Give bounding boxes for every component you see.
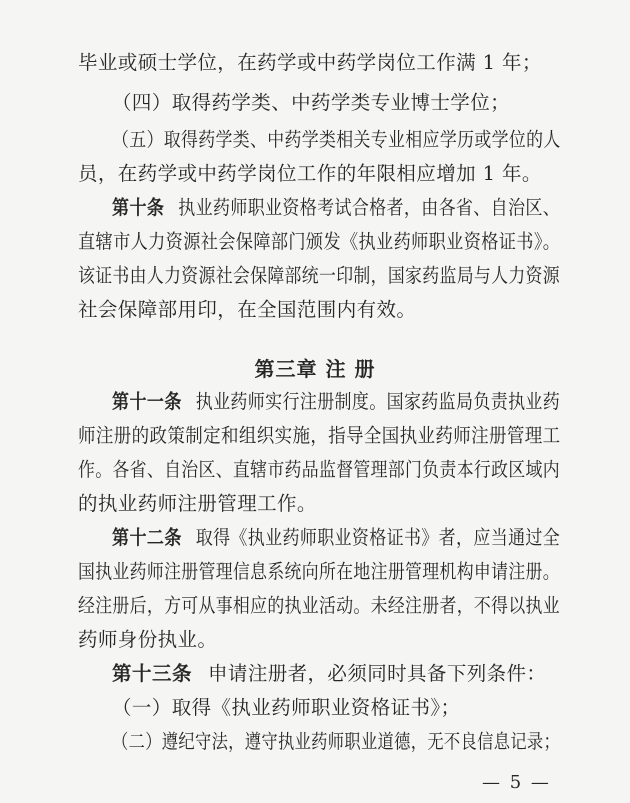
article-text: 申请注册者，必须同时具备下列条件： [208, 662, 547, 685]
text-line: 药师身份执业。 [78, 628, 218, 651]
article-11 [112, 390, 560, 414]
article-10 [112, 196, 560, 220]
article-text: 取得《执业药师职业资格证书》者，应当通过全 [195, 526, 561, 549]
chapter-heading: 第三章 注 册 [254, 357, 376, 381]
article-heading: 第十一条 [112, 390, 182, 413]
text-line: 社会保障部用印，在全国范围内有效。 [78, 298, 417, 321]
text-line: 员，在药学或中药学岗位工作的年限相应增加 1 年。 [78, 162, 542, 185]
article-text: 执业药师职业资格考试合格者，由各省、自治区、 [178, 196, 561, 219]
text-line: （四）取得药学类、中药学类专业博士学位； [112, 91, 511, 114]
text-line: 国执业药师注册管理信息系统向所在地注册管理机构申请注册。 [78, 560, 560, 583]
article-heading: 第十二条 [112, 526, 182, 549]
article-12 [112, 526, 560, 550]
article-heading: 第十三条 [112, 662, 193, 685]
text-line: （二）遵纪守法，遵守执业药师职业道德，无不良信息记录； [112, 730, 561, 753]
text-line: 直辖市人力资源社会保障部门颁发《执业药师职业资格证书》。 [78, 230, 561, 253]
text-line: （五）取得药学类、中药学类相关专业相应学历或学位的人 [112, 128, 561, 151]
text-line: （一）取得《执业药师职业资格证书》； [112, 696, 461, 719]
text-line: 毕业或硕士学位，在药学或中药学岗位工作满 1 年； [78, 51, 542, 74]
text-line: 作。各省、自治区、直辖市药品监督管理部门负责本行政区域内 [78, 458, 560, 481]
text-line: 的执业药师注册管理工作。 [78, 492, 317, 515]
article-text: 执业药师实行注册制度。国家药监局负责执业药 [195, 390, 561, 413]
text-line: 该证书由人力资源社会保障部统一印制，国家药监局与人力资源 [78, 264, 560, 287]
article-13 [112, 662, 546, 686]
text-line: 师注册的政策制定和组织实施，指导全国执业药师注册管理工 [78, 424, 561, 447]
page-number: — 5 — [482, 772, 551, 793]
article-heading: 第十条 [112, 196, 165, 219]
text-line: 经注册后，方可从事相应的执业活动。未经注册者，不得以执业 [78, 594, 560, 617]
